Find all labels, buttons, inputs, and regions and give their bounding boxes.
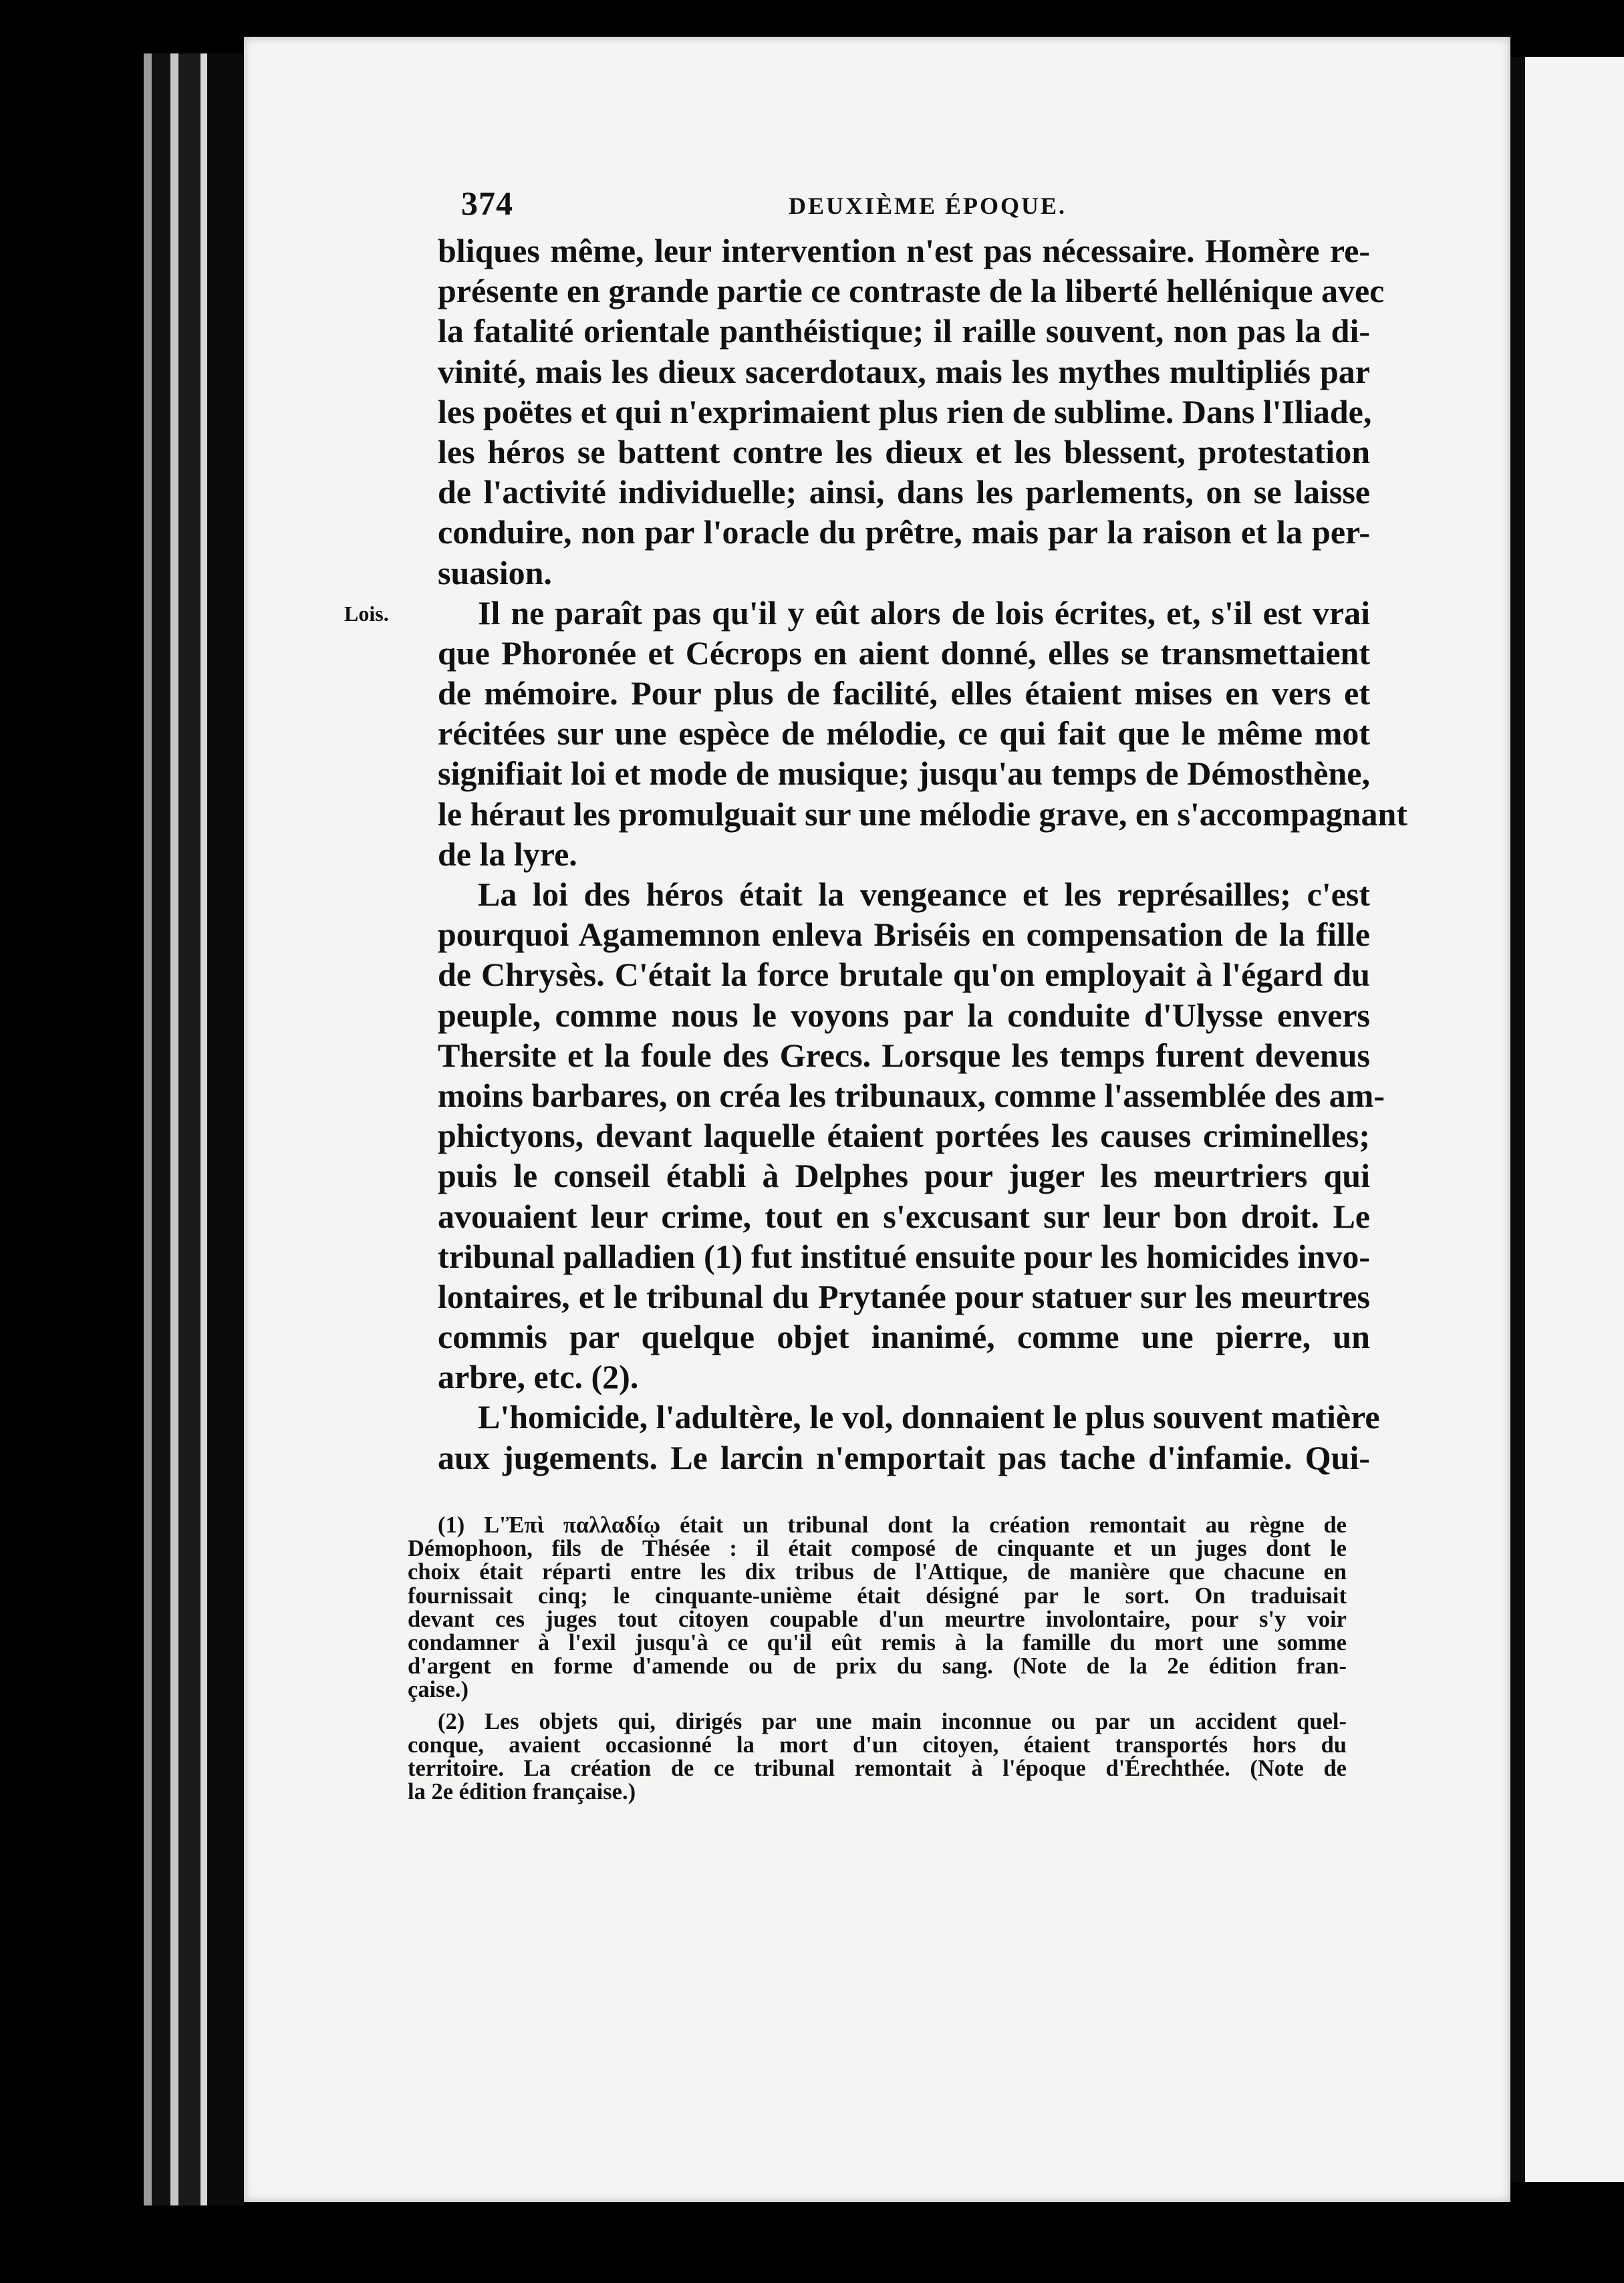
text-line: les poëtes et qui n'exprimaient plus rien de sublime. Dans l'Iliade, [438,392,1372,430]
text-line: de la lyre. [438,835,577,873]
text-line: puis le conseil établi à Delphes pour juger les meurtriers qui [438,1157,1370,1195]
text-line: de mémoire. Pour plus de facilité, elles étaient mises en vers et [438,674,1370,712]
text-line: L'homicide, l'adultère, le vol, donnaient le plus souvent matière [478,1398,1380,1436]
text-line: de Chrysès. C'était la force brutale qu'on employait à l'égard du [438,956,1370,994]
margin-note: Lois. [344,601,389,626]
text-line: de l'activité individuelle; ainsi, dans les parlements, on se laisse [438,473,1370,511]
book-spine-edge [144,53,244,2205]
text-line: Thersite et la foule des Grecs. Lorsque les temps furent devenus [438,1036,1370,1074]
footnote-line: territoire. La création de ce tribunal remontait à l'époque d'Érechthée. (Note de [408,1755,1347,1781]
footnote-line: fournissait cinq; le cinquante-unième était désigné par le sort. On traduisait [408,1583,1347,1609]
footnote-line: (1) L'Ἐπὶ παλλαδίῳ était un tribunal dont la création remontait au règne de [438,1512,1347,1538]
footnote-line: çaise.) [408,1677,469,1703]
text-line: La loi des héros était la vengeance et les représailles; c'est [478,876,1370,913]
text-line: le héraut les promulguait sur une mélodie grave, en s'accompagnant [438,795,1407,833]
text-line: Il ne paraît pas qu'il y eût alors de lois écrites, et, s'il est vrai [478,593,1370,632]
footnotes [408,1514,1347,1804]
text-line: les héros se battent contre les dieux et les blessent, protestation [438,432,1370,471]
text-line: bliques même, leur intervention n'est pas nécessaire. Homère re- [438,232,1370,269]
facing-page-edge [1510,57,1624,2182]
text-line: avouaient leur crime, tout en s'excusant sur leur bon droit. Le [438,1197,1370,1235]
text-line: la fatalité orientale panthéistique; il raille souvent, non pas la di- [438,312,1370,350]
text-line: suasion. [438,553,552,591]
text-line: commis par quelque objet inanimé, comme une pierre, un [438,1318,1370,1356]
footnote-line: la 2e édition française.) [408,1779,636,1805]
page-number: 374 [461,184,513,222]
footnote-line: devant ces juges tout citoyen coupable d'un meurtre involontaire, pour s'y voir [408,1606,1347,1632]
footnote-line: condamner à l'exil jusqu'à ce qu'il eût remis à la famille du mort une somme [408,1629,1347,1655]
text-line: vinité, mais les dieux sacerdotaux, mais les mythes multipliés par [438,352,1370,390]
footnote-line: (2) Les objets qui, dirigés par une main inconnue ou par un accident quel- [438,1708,1347,1734]
text-line: signifiait loi et mode de musique; jusqu'au temps de Démosthène, [438,755,1370,793]
footnote-line: conque, avaient occasionné la mort d'un citoyen, étaient transportés hors du [408,1732,1347,1758]
text-line: moins barbares, on créa les tribunaux, comme l'assemblée des am- [438,1076,1385,1114]
running-title: DEUXIÈME ÉPOQUE. [789,192,1067,219]
text-line: phictyons, devant laquelle étaient portées les causes criminelles; [438,1117,1370,1155]
text-line: récitées sur une espèce de mélodie, ce qui fait que le même mot [438,714,1370,753]
text-line: conduire, non par l'oracle du prêtre, mais par la raison et la per- [438,513,1370,551]
page-header [461,184,1370,224]
text-line: peuple, comme nous le voyons par la conduite d'Ulysse envers [438,996,1370,1034]
text-line: que Phoronée et Cécrops en aient donné, elles se transmettaient [438,634,1370,672]
body-text [438,231,1407,1478]
text-line: arbre, etc. (2). [438,1358,639,1396]
footnote-line: Démophoon, fils de Thésée : il était composé de cinquante et un juges dont le [408,1536,1347,1562]
text-line: présente en grande partie ce contraste de la liberté hellénique avec [438,272,1385,310]
text-line: pourquoi Agamemnon enleva Briséis en compensation de la fille [438,916,1370,954]
footnote-line: d'argent en forme d'amende ou de prix du sang. (Note de la 2e édition fran- [408,1653,1347,1680]
text-line: tribunal palladien (1) fut institué ensuite pour les homicides invo- [438,1237,1370,1275]
footnote-line: choix était réparti entre les dix tribus de l'Attique, de manière que chacune en [408,1559,1347,1585]
text-line: lontaires, et le tribunal du Prytanée pour statuer sur les meurtres [438,1277,1370,1315]
text-line: aux jugements. Le larcin n'emportait pas tache d'infamie. Qui- [438,1438,1370,1476]
